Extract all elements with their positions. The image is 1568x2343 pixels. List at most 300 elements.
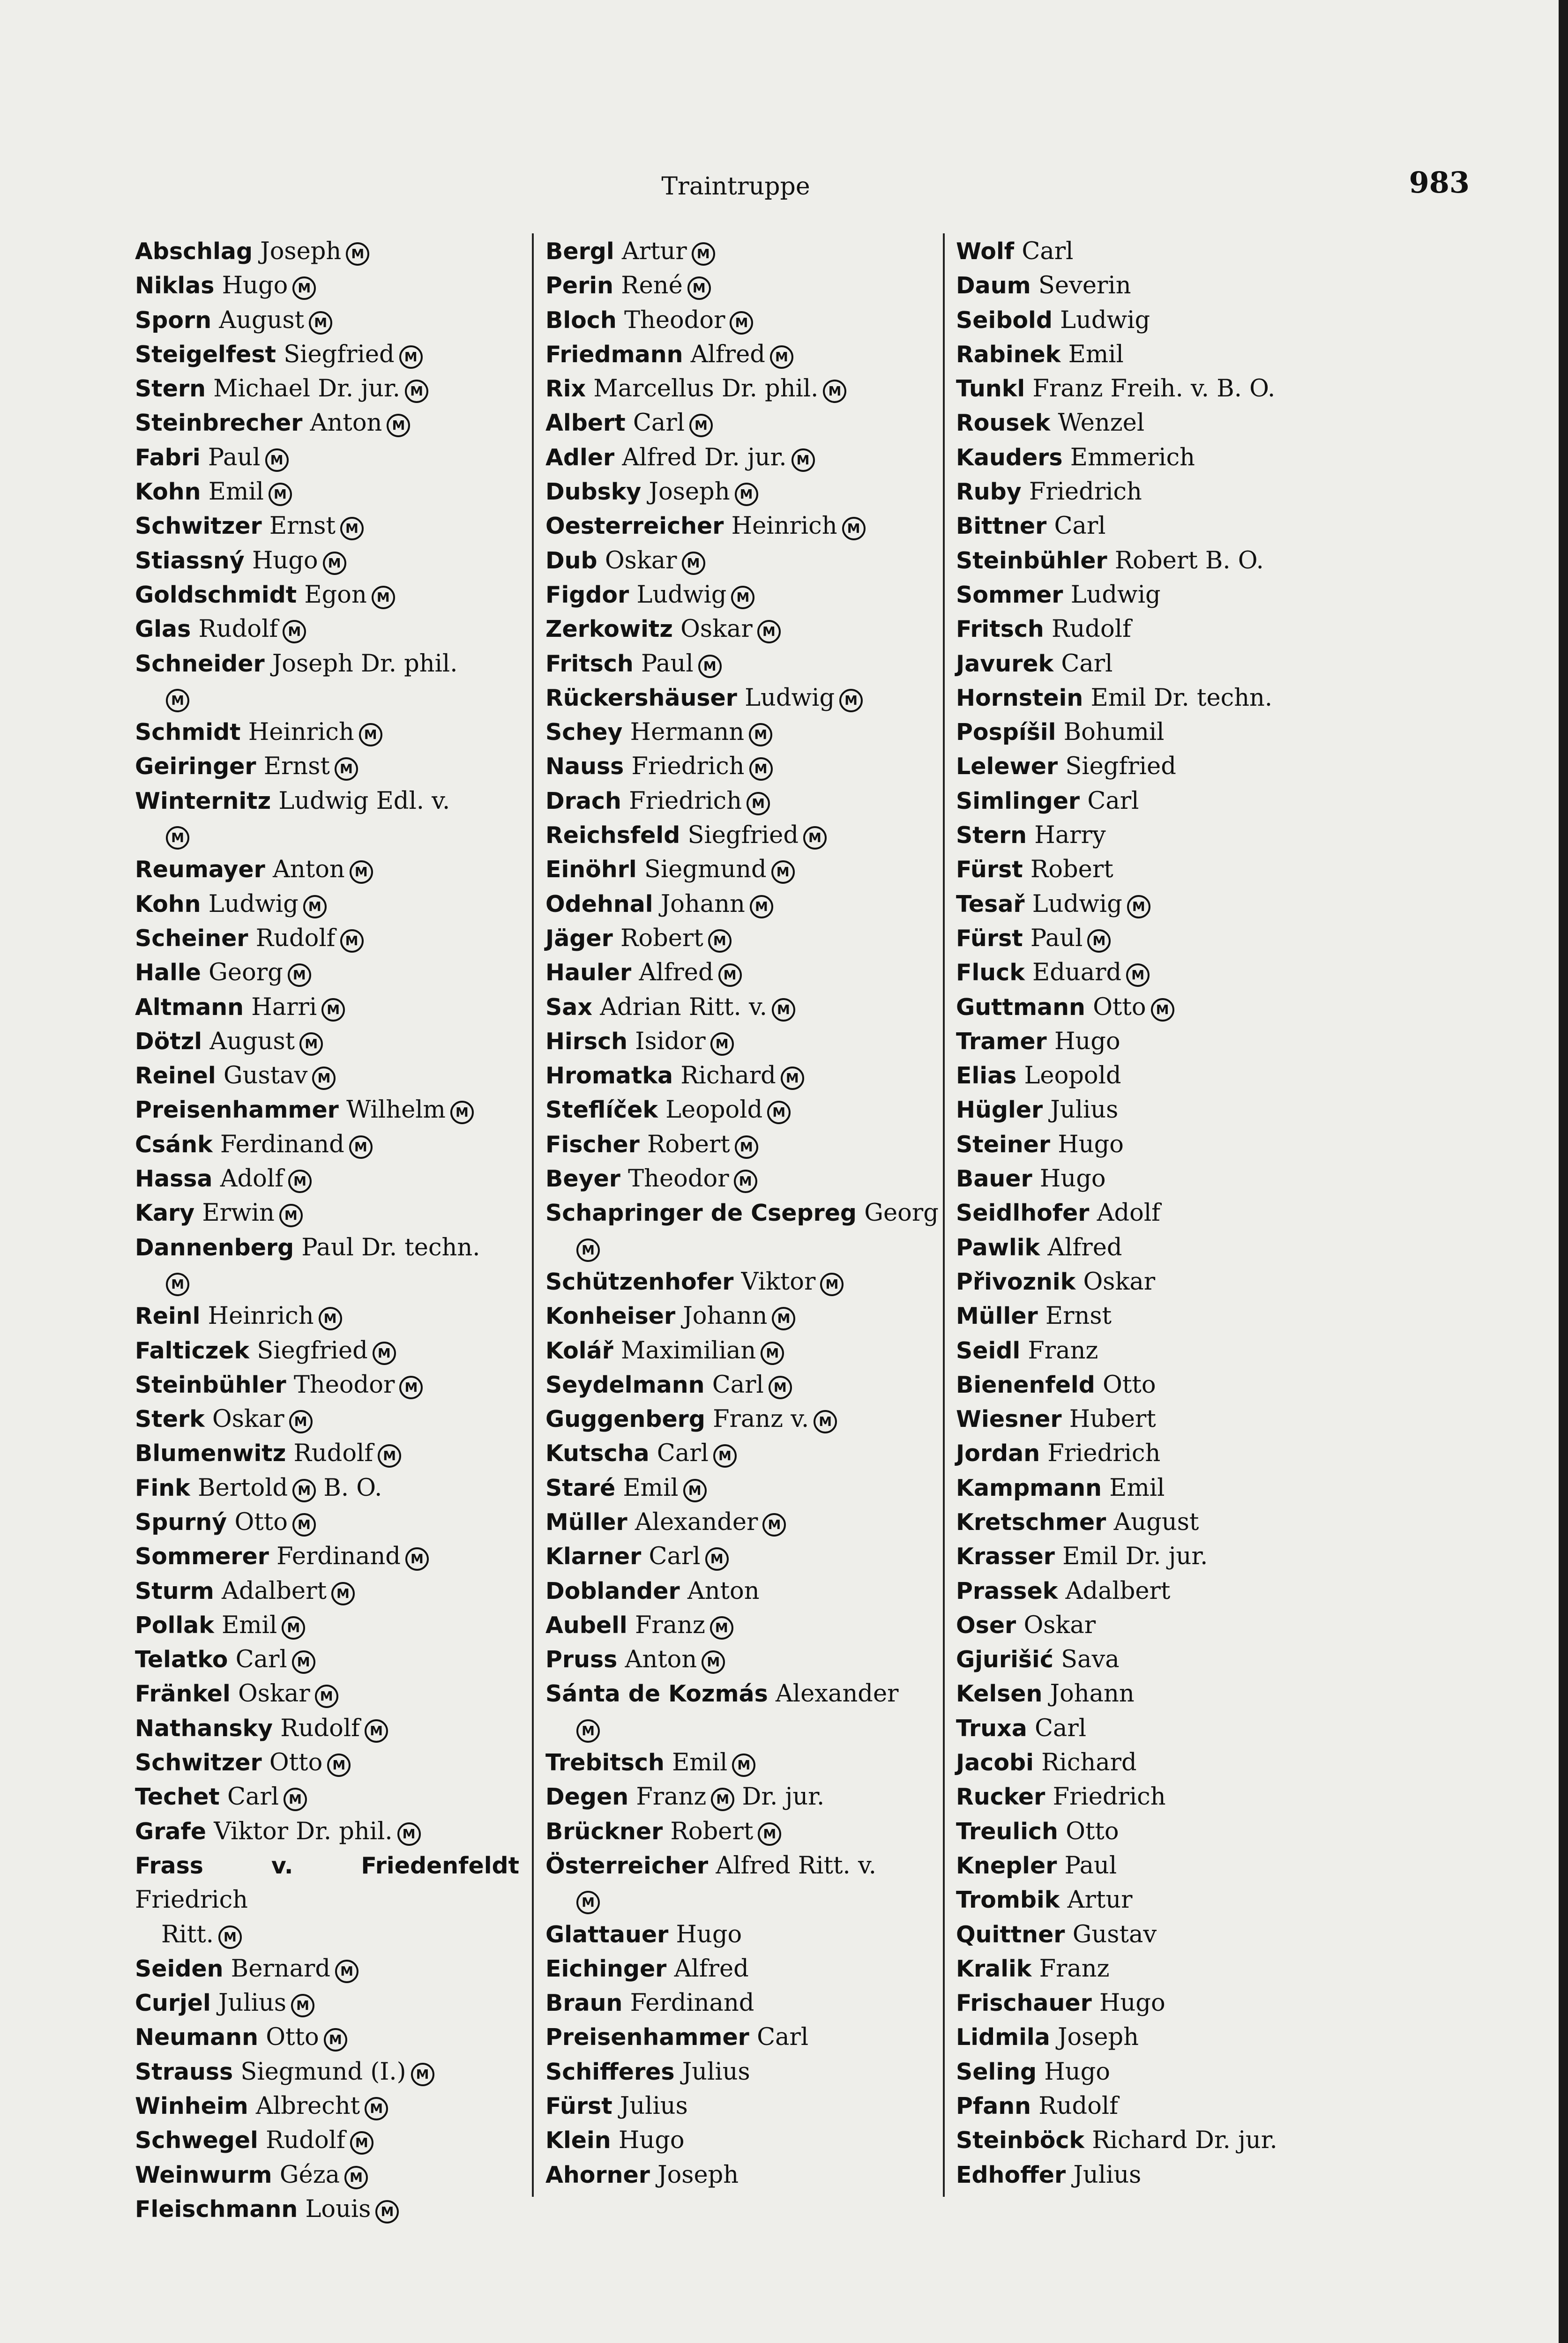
entry-surname: Neumann [135,2024,259,2051]
entry-given-name: Anton [625,1646,697,1674]
name-entry [135,1746,519,1780]
entry-given-name: Alexander [635,1508,758,1536]
marker-icon: M [350,860,373,884]
entry-given-name: Emil [623,1474,679,1502]
name-entry [956,2020,1378,2054]
name-entry [135,578,519,612]
name-entry [545,990,939,1024]
marker-icon: M [749,757,773,781]
entry-surname: Krasser [956,1543,1055,1570]
entry-surname: Doblander [545,1577,680,1604]
page-title: Traintruppe [661,172,810,201]
name-entry [956,1059,1378,1093]
marker-icon: M [303,895,327,918]
entry-given-name: Ludwig [1032,890,1122,918]
name-entry [956,2089,1378,2123]
name-entry [545,1196,939,1265]
name-entry [135,440,519,475]
entry-surname: Adler [545,444,615,471]
marker-icon: M [771,860,795,884]
entry-given-name: Emil [672,1749,728,1777]
entry-surname: Reinl [135,1303,201,1330]
entry-given-name: Gustav [223,1062,308,1090]
entry-surname: Reinel [135,1062,216,1089]
entry-given-name: Franz v. [713,1405,809,1433]
entry-surname: Schwitzer [135,513,262,540]
marker-icon: M [315,1685,338,1708]
entry-surname: Schey [545,719,623,746]
entry-surname: Steiner [956,1131,1051,1158]
entry-given-name: Emil Dr. techn. [1090,684,1273,712]
entry-continuation [545,1231,939,1265]
marker-icon: M [1151,998,1174,1022]
name-entry [545,406,939,440]
entry-surname: Kutscha [545,1440,650,1467]
entry-surname: Friedmann [545,341,683,368]
entry-given-name: Sava [1061,1646,1120,1674]
marker-icon: M [312,1067,336,1090]
name-entry [545,440,939,475]
name-entry [545,337,939,372]
marker-icon: M [687,276,711,300]
entry-surname: Odehnal [545,890,653,918]
entry-given-name: Adalbert [222,1577,327,1605]
marker-icon: M [735,1135,758,1159]
name-entry [545,2158,939,2192]
entry-given-name: Harry [1034,821,1106,850]
name-entry [135,544,519,578]
name-entry [956,1986,1378,2020]
entry-given-name: Otto [269,1749,323,1777]
entry-given-name: Hubert [1069,1405,1156,1433]
marker-icon: M [340,517,364,540]
entry-given-name: Anton [687,1577,760,1605]
entry-given-name: Hugo [1054,1027,1120,1055]
entry-given-name: Emil [208,478,264,506]
entry-given-name: Otto [1066,1817,1119,1845]
entry-surname: Daum [956,272,1031,299]
name-entry [135,955,519,990]
name-entry [956,647,1378,681]
entry-given-name: Wilhelm [346,1096,446,1124]
entry-given-name: Eduard [1032,959,1122,987]
marker-icon: M [730,311,753,335]
marker-icon: M [576,1239,600,1262]
entry-given-name: Hugo [222,272,288,300]
name-entry [956,1231,1378,1265]
marker-icon: M [323,552,346,575]
marker-icon: M [713,1444,737,1468]
entry-surname: Fürst [545,2093,612,2120]
entry-given-name: Johann [683,1302,768,1330]
marker-icon: M [335,757,358,781]
entry-given-name: René [621,272,683,300]
entry-given-name: Erwin [202,1199,275,1227]
entry-surname: Prassek [956,1577,1058,1604]
name-entry [135,921,519,955]
name-entry [956,1024,1378,1059]
name-entry [545,715,939,749]
marker-icon: M [331,1582,355,1605]
name-entry [135,612,519,646]
entry-surname: Müller [545,1508,627,1536]
entry-given-name: Richard Dr. jur. [1092,2127,1277,2155]
entry-given-name: Joseph [1058,2023,1139,2052]
entry-continuation [545,1883,939,1917]
entry-surname: Sánta de Kozmás [545,1680,768,1708]
marker-icon: M [265,448,289,472]
marker-icon: M [218,1925,242,1949]
entry-given-name: Adrian Ritt. v. [600,993,767,1021]
entry-surname: Pawlik [956,1234,1040,1261]
name-entry [135,852,519,887]
marker-icon: M [397,1822,421,1846]
entry-given-name: Oskar [605,546,677,575]
entry-given-name: Rudolf [266,2127,345,2155]
entry-surname: Kolář [545,1337,613,1364]
entry-given-name: Alexander [775,1680,899,1708]
entry-given-name: Bertold [197,1474,288,1502]
name-entry [956,1952,1378,1986]
name-entry [135,749,519,783]
name-entry [545,1436,939,1470]
entry-given-name: Friedrich [631,753,745,781]
name-entry [956,2055,1378,2089]
marker-icon: M [346,242,369,266]
marker-icon: M [710,1616,733,1640]
name-entry [135,1162,519,1196]
entry-surname: Staré [545,1474,616,1501]
entry-given-name: Carl [1087,787,1139,815]
entry-given-name: Rudolf [1038,2092,1119,2120]
entry-given-name: Carl [235,1646,287,1674]
marker-icon: M [747,792,770,815]
name-entry [135,1574,519,1608]
entry-given-name: Leopold [1024,1062,1121,1090]
entry-surname: Fischer [545,1131,640,1158]
entry-given-name: Ferdinand [630,1989,754,2017]
entry-surname: Sturm [135,1577,214,1604]
name-entry [135,1093,519,1127]
entry-continuation [135,681,519,715]
name-entry [135,1368,519,1402]
entry-given-name: Ludwig [1060,306,1150,334]
marker-icon: M [321,998,345,1022]
entry-surname: Schützenhofer [545,1268,734,1295]
name-entry [956,784,1378,818]
name-entry [956,303,1378,337]
entry-surname: Stern [135,375,206,403]
marker-icon: M [450,1101,474,1124]
marker-icon: M [282,1616,305,1640]
entry-given-name: Rudolf [255,924,336,952]
entry-surname: Dötzl [135,1028,202,1055]
entry-given-name: Ludwig [636,581,727,609]
entry-surname: Nauss [545,753,624,780]
name-entry [545,921,939,955]
entry-surname: Steinbrecher [135,410,303,437]
marker-icon: M [166,1273,189,1296]
name-entry [545,372,939,406]
entry-given-name: Hugo [1058,1130,1124,1158]
entry-given-name: Viktor [741,1268,816,1296]
name-entry [135,303,519,337]
entry-surname: Winternitz [135,787,271,814]
entry-given-name: Friedrich [1047,1440,1161,1468]
entry-surname: Hirsch [545,1028,628,1055]
entry-surname: Falticzek [135,1337,250,1364]
entry-surname: Ruby [956,478,1022,506]
entry-given-name: Viktor Dr. phil. [214,1817,393,1845]
name-entry [956,1918,1378,1952]
entry-surname: Pfann [956,2093,1031,2120]
marker-icon: M [732,1754,755,1777]
name-entry [135,2055,519,2089]
entry-surname: Brückner [545,1818,663,1845]
name-entry [545,955,939,990]
entry-given-name: Paul [1030,924,1083,952]
name-entry [135,1024,519,1059]
name-entry [956,1093,1378,1127]
entry-given-name: Hugo [1099,1989,1165,2017]
name-entry [956,406,1378,440]
name-entry [135,1299,519,1333]
entry-surname: Grafe [135,1818,207,1845]
entry-surname: Schwitzer [135,1749,262,1776]
entry-given-name: Adolf [1097,1199,1161,1227]
entry-surname: Braun [545,1990,623,2017]
entry-given-name: Ludwig [745,684,835,712]
name-entry [545,1059,939,1093]
entry-surname: Klarner [545,1543,642,1570]
marker-icon: M [292,1479,316,1502]
entry-given-name: Theodor [293,1371,395,1399]
name-entry [545,1780,939,1814]
entry-given-name: August [219,306,305,334]
entry-surname: Goldschmidt [135,581,297,608]
entry-surname: Rückershäuser [545,684,737,711]
entry-surname: Csánk [135,1131,213,1158]
entry-surname: Steigelfest [135,341,276,368]
entry-given-name: Friedrich [1053,1783,1166,1811]
entry-surname: Rousek [956,410,1051,437]
name-entry [956,921,1378,955]
marker-icon: M [344,2166,368,2189]
marker-icon: M [378,1444,401,1468]
name-entry [956,234,1378,269]
entry-given-name: Joseph [649,478,730,506]
entry-given-name: Paul Dr. techn. [301,1233,480,1261]
entry-surname: Frischauer [956,1990,1092,2017]
name-entry [545,784,939,818]
marker-icon: M [814,1410,837,1433]
entry-surname: Schwegel [135,2127,258,2154]
entry-given-name: Siegfried [284,340,395,368]
entry-surname: Bittner [956,513,1047,540]
entry-surname: Seydelmann [545,1371,705,1398]
entry-given-name: Franz Freih. v. B. O. [1032,375,1276,403]
marker-icon: M [269,483,292,506]
name-entry [135,1849,519,1952]
entry-surname: Rix [545,375,586,403]
entry-surname: Jacobi [956,1749,1034,1776]
marker-icon: M [375,2200,399,2224]
marker-icon: M [758,1822,781,1846]
entry-surname: Perin [545,272,613,299]
entry-surname: Jäger [545,925,613,952]
name-entry [956,1402,1378,1436]
entry-given-name: Carl [227,1783,279,1811]
name-entry [135,1402,519,1436]
name-entry [135,990,519,1024]
name-entry [956,1368,1378,1402]
entry-given-name: Franz [1039,1955,1110,1983]
entry-given-name: Robert [1030,856,1113,884]
name-entry [135,1608,519,1642]
entry-given-name: Michael Dr. jur. [213,375,401,403]
entry-surname: Knepler [956,1852,1057,1879]
name-entry [545,1642,939,1677]
entry-surname: Abschlag [135,238,253,265]
marker-icon: M [324,2028,347,2052]
entry-surname: Steflíček [545,1097,658,1124]
entry-given-name: Alfred [639,959,714,987]
marker-icon: M [750,895,773,918]
entry-given-name: Robert [620,924,703,952]
entry-surname: Kralik [956,1955,1032,1982]
entry-given-name: Hermann [630,718,745,746]
entry-surname: Steinbühler [956,547,1107,574]
name-entry [135,509,519,543]
entry-surname: Kohn [135,890,201,918]
name-entry [956,1849,1378,1883]
entry-surname: Pollak [135,1612,214,1639]
name-entry [956,1505,1378,1539]
entry-given-name: Friedrich [629,787,742,815]
marker-icon: M [359,723,382,746]
entry-surname: Rabinek [956,341,1061,368]
name-entry [545,2020,939,2054]
name-entry [135,784,519,853]
entry-surname: Seiden [135,1955,224,1982]
name-entry [135,337,519,372]
marker-icon: M [735,483,758,506]
entry-surname: Guggenberg [545,1406,705,1433]
entry-given-name: Richard [1041,1749,1137,1777]
entry-surname: Jordan [956,1440,1040,1467]
name-entry [545,647,939,681]
name-entry [956,1574,1378,1608]
entry-given-name: Johann [1050,1680,1135,1708]
marker-icon: M [683,1479,707,1502]
name-entry [956,1334,1378,1368]
entry-given-name: Carl [1054,512,1106,540]
entry-surname: Dannenberg [135,1234,294,1261]
name-entry [545,1024,939,1059]
entry-surname: Hügler [956,1097,1043,1124]
name-entry [956,818,1378,852]
entry-surname: Curjel [135,1990,211,2017]
name-entry [956,612,1378,646]
entry-surname: Fritsch [545,650,634,677]
entry-given-name: Julius [1073,2161,1142,2189]
name-entry [545,1093,939,1127]
name-entry [956,1162,1378,1196]
entry-continuation-text: Ritt. [161,1920,214,1948]
entry-given-name: August [1113,1508,1199,1536]
name-entry [135,372,519,406]
marker-icon: M [327,1754,351,1777]
entry-surname: Fabri [135,444,201,471]
name-entry [545,1505,939,1539]
marker-icon: M [365,1719,388,1743]
name-entry [135,1711,519,1746]
entry-surname: Quittner [956,1921,1065,1948]
name-entry [135,1642,519,1677]
entry-surname: Steinbühler [135,1371,286,1398]
name-entry [135,1059,519,1093]
marker-icon: M [292,1650,315,1674]
marker-icon: M [734,1170,757,1193]
entry-continuation [545,1711,939,1746]
marker-icon: M [288,963,311,987]
name-entry [545,1574,939,1608]
name-entry [545,544,939,578]
name-entry [956,1677,1378,1711]
entry-surname: Schmidt [135,719,241,746]
entry-surname: Fluck [956,959,1025,986]
marker-icon: M [820,1273,844,1296]
name-entry [545,1814,939,1849]
entry-surname: Konheiser [545,1303,676,1330]
marker-icon: M [770,345,793,369]
entry-surname: Stiassný [135,547,245,574]
entry-surname: Frass v. Friedenfeldt [135,1852,519,1879]
marker-icon: M [291,1994,314,2017]
entry-given-name: Isidor [635,1027,706,1055]
entry-suffix: Dr. jur. [742,1783,825,1811]
marker-icon: M [576,1891,600,1914]
name-entry [956,2158,1378,2192]
entry-surname: Sommerer [135,1543,269,1570]
entry-surname: Reumayer [135,856,265,883]
marker-icon: M [283,620,306,643]
entry-given-name: Emmerich [1070,443,1195,471]
entry-surname: Österreicher [545,1852,709,1879]
entry-given-name: Joseph [260,238,342,265]
entry-given-name: Bernard [231,1955,331,1983]
entry-surname: Sax [545,993,592,1021]
marker-icon: M [842,517,866,540]
entry-surname: Drach [545,787,621,814]
column-divider [532,233,534,2197]
marker-icon: M [289,1410,313,1433]
name-entry [956,1814,1378,1849]
marker-icon: M [319,1307,342,1330]
entry-surname: Sporn [135,306,212,334]
name-entry [956,578,1378,612]
entry-surname: Hauler [545,959,632,986]
name-entry [135,1780,519,1814]
entry-given-name: Joseph Dr. phil. [272,649,458,678]
name-entry [545,1986,939,2020]
marker-icon: M [372,586,395,609]
entry-given-name: Carl [712,1371,764,1399]
entry-suffix: B. O. [323,1474,382,1502]
entry-surname: Hassa [135,1165,213,1193]
name-entry [956,1299,1378,1333]
entry-surname: Aubell [545,1612,627,1639]
